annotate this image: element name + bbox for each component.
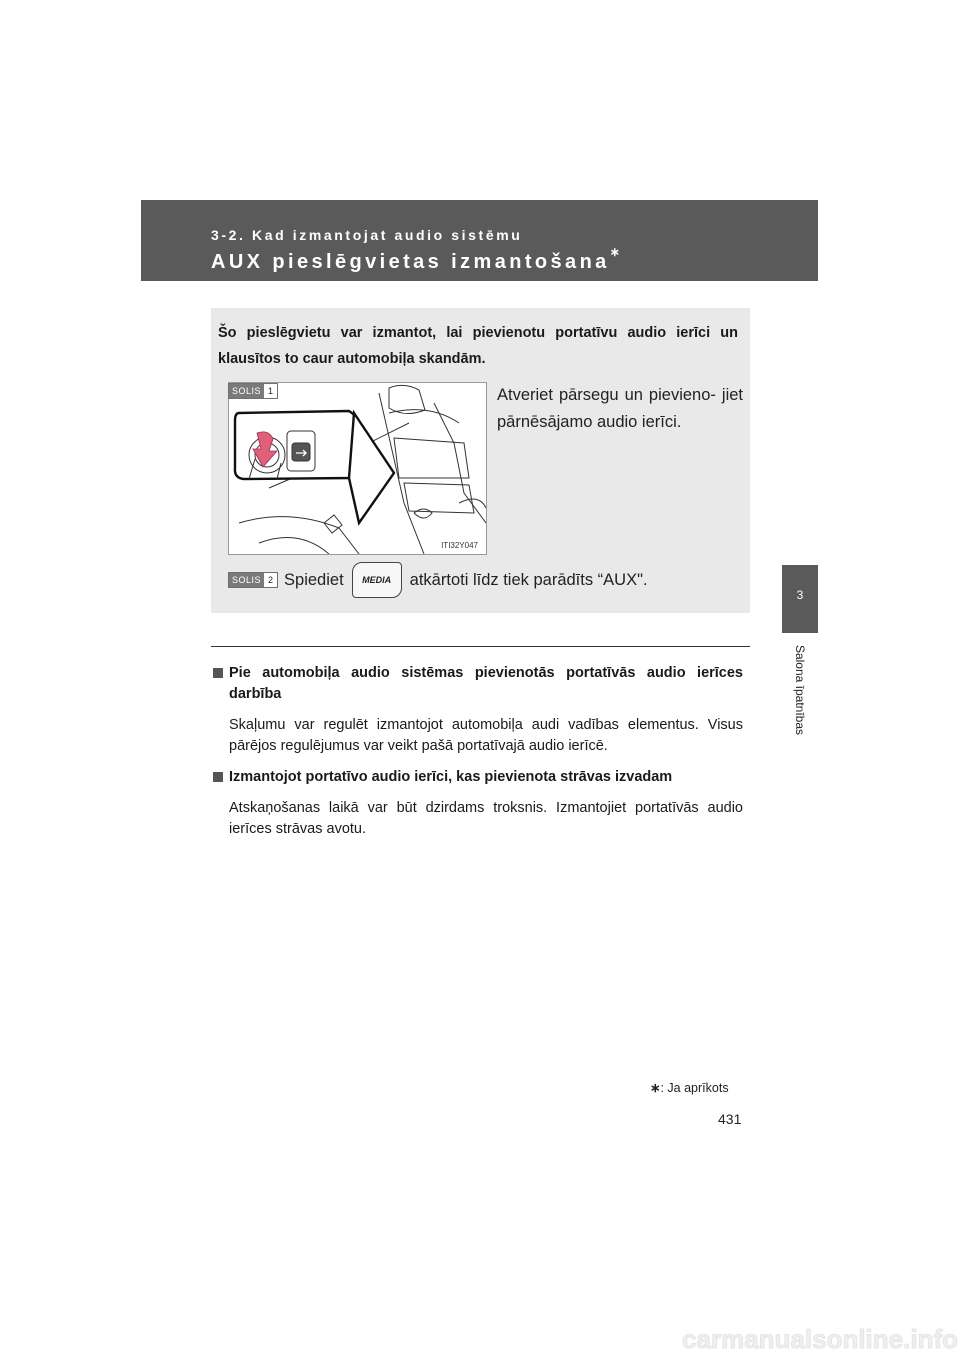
step-1-badge-word: SOLIS — [229, 384, 264, 398]
chapter-number: 3 — [796, 588, 804, 602]
step-1-badge-number: 1 — [268, 386, 274, 396]
step-2-badge-number: 2 — [268, 575, 274, 585]
notes-section — [213, 663, 743, 850]
title-footnote-mark: ∗ — [609, 245, 620, 259]
step-2-badge — [228, 572, 278, 588]
chapter-label: Salona īpatnības — [793, 644, 807, 736]
intro-text: Šo pieslēgvietu var izmantot, lai pievienotu portatīvu audio ierīci un klausītos to caur automobiļa skandām. — [218, 325, 738, 367]
media-button-icon — [352, 562, 402, 598]
note-1-heading — [213, 663, 743, 705]
footnote — [650, 1080, 729, 1095]
aux-port-illustration — [228, 382, 487, 555]
chapter-tab[interactable] — [782, 565, 818, 633]
page-title — [211, 245, 620, 274]
media-button-label: MEDIA — [362, 575, 392, 585]
page-header — [141, 200, 818, 281]
step-2-badge-word: SOLIS — [229, 573, 264, 587]
note-1-body: Skaļumu var regulēt izmantojot automobiļa audi vadības elementus. Visus pārējos regulējumus var veikt pašā portatīvajā audio ierīcē. — [229, 717, 743, 754]
section-divider — [211, 646, 750, 647]
step-2-text-before: Spiediet — [284, 570, 344, 589]
section-label: 3-2. Kad izmantojat audio sistēmu — [211, 227, 523, 243]
bullet-square-icon — [213, 668, 223, 678]
footnote-text: : Ja aprīkots — [660, 1081, 729, 1095]
footnote-mark: ∗ — [650, 1081, 661, 1095]
console-drawing — [229, 383, 486, 554]
page-title-text: AUX pieslēgvietas izmantošana — [211, 251, 610, 273]
note-1-heading-text: Pie automobiļa audio sistēmas pievienotās portatīvās audio ierīces darbība — [229, 665, 743, 702]
note-2-heading — [213, 767, 743, 788]
watermark-logo — [0, 1316, 960, 1358]
page-number: 431 — [718, 1111, 742, 1127]
step-1-text: Atveriet pārsegu un pievieno- jiet pārnēsājamo audio ierīci. — [497, 386, 743, 431]
step-2 — [228, 562, 648, 598]
note-2-heading-text: Izmantojot portatīvo audio ierīci, kas pievienota strāvas izvadam — [229, 769, 673, 785]
instruction-box — [211, 308, 750, 613]
step-2-text-after: atkārtoti līdz tiek parādīts “AUX". — [409, 570, 648, 589]
note-2-body: Atskaņošanas laikā var būt dzirdams troksnis. Izmantojiet portatīvās audio ierīces strāvas avotu. — [229, 800, 743, 837]
watermark-text: carmanualsonline.info — [682, 1324, 958, 1354]
step-1-badge — [228, 383, 278, 399]
figure-code: ITI32Y047 — [441, 541, 478, 550]
bullet-square-icon — [213, 772, 223, 782]
